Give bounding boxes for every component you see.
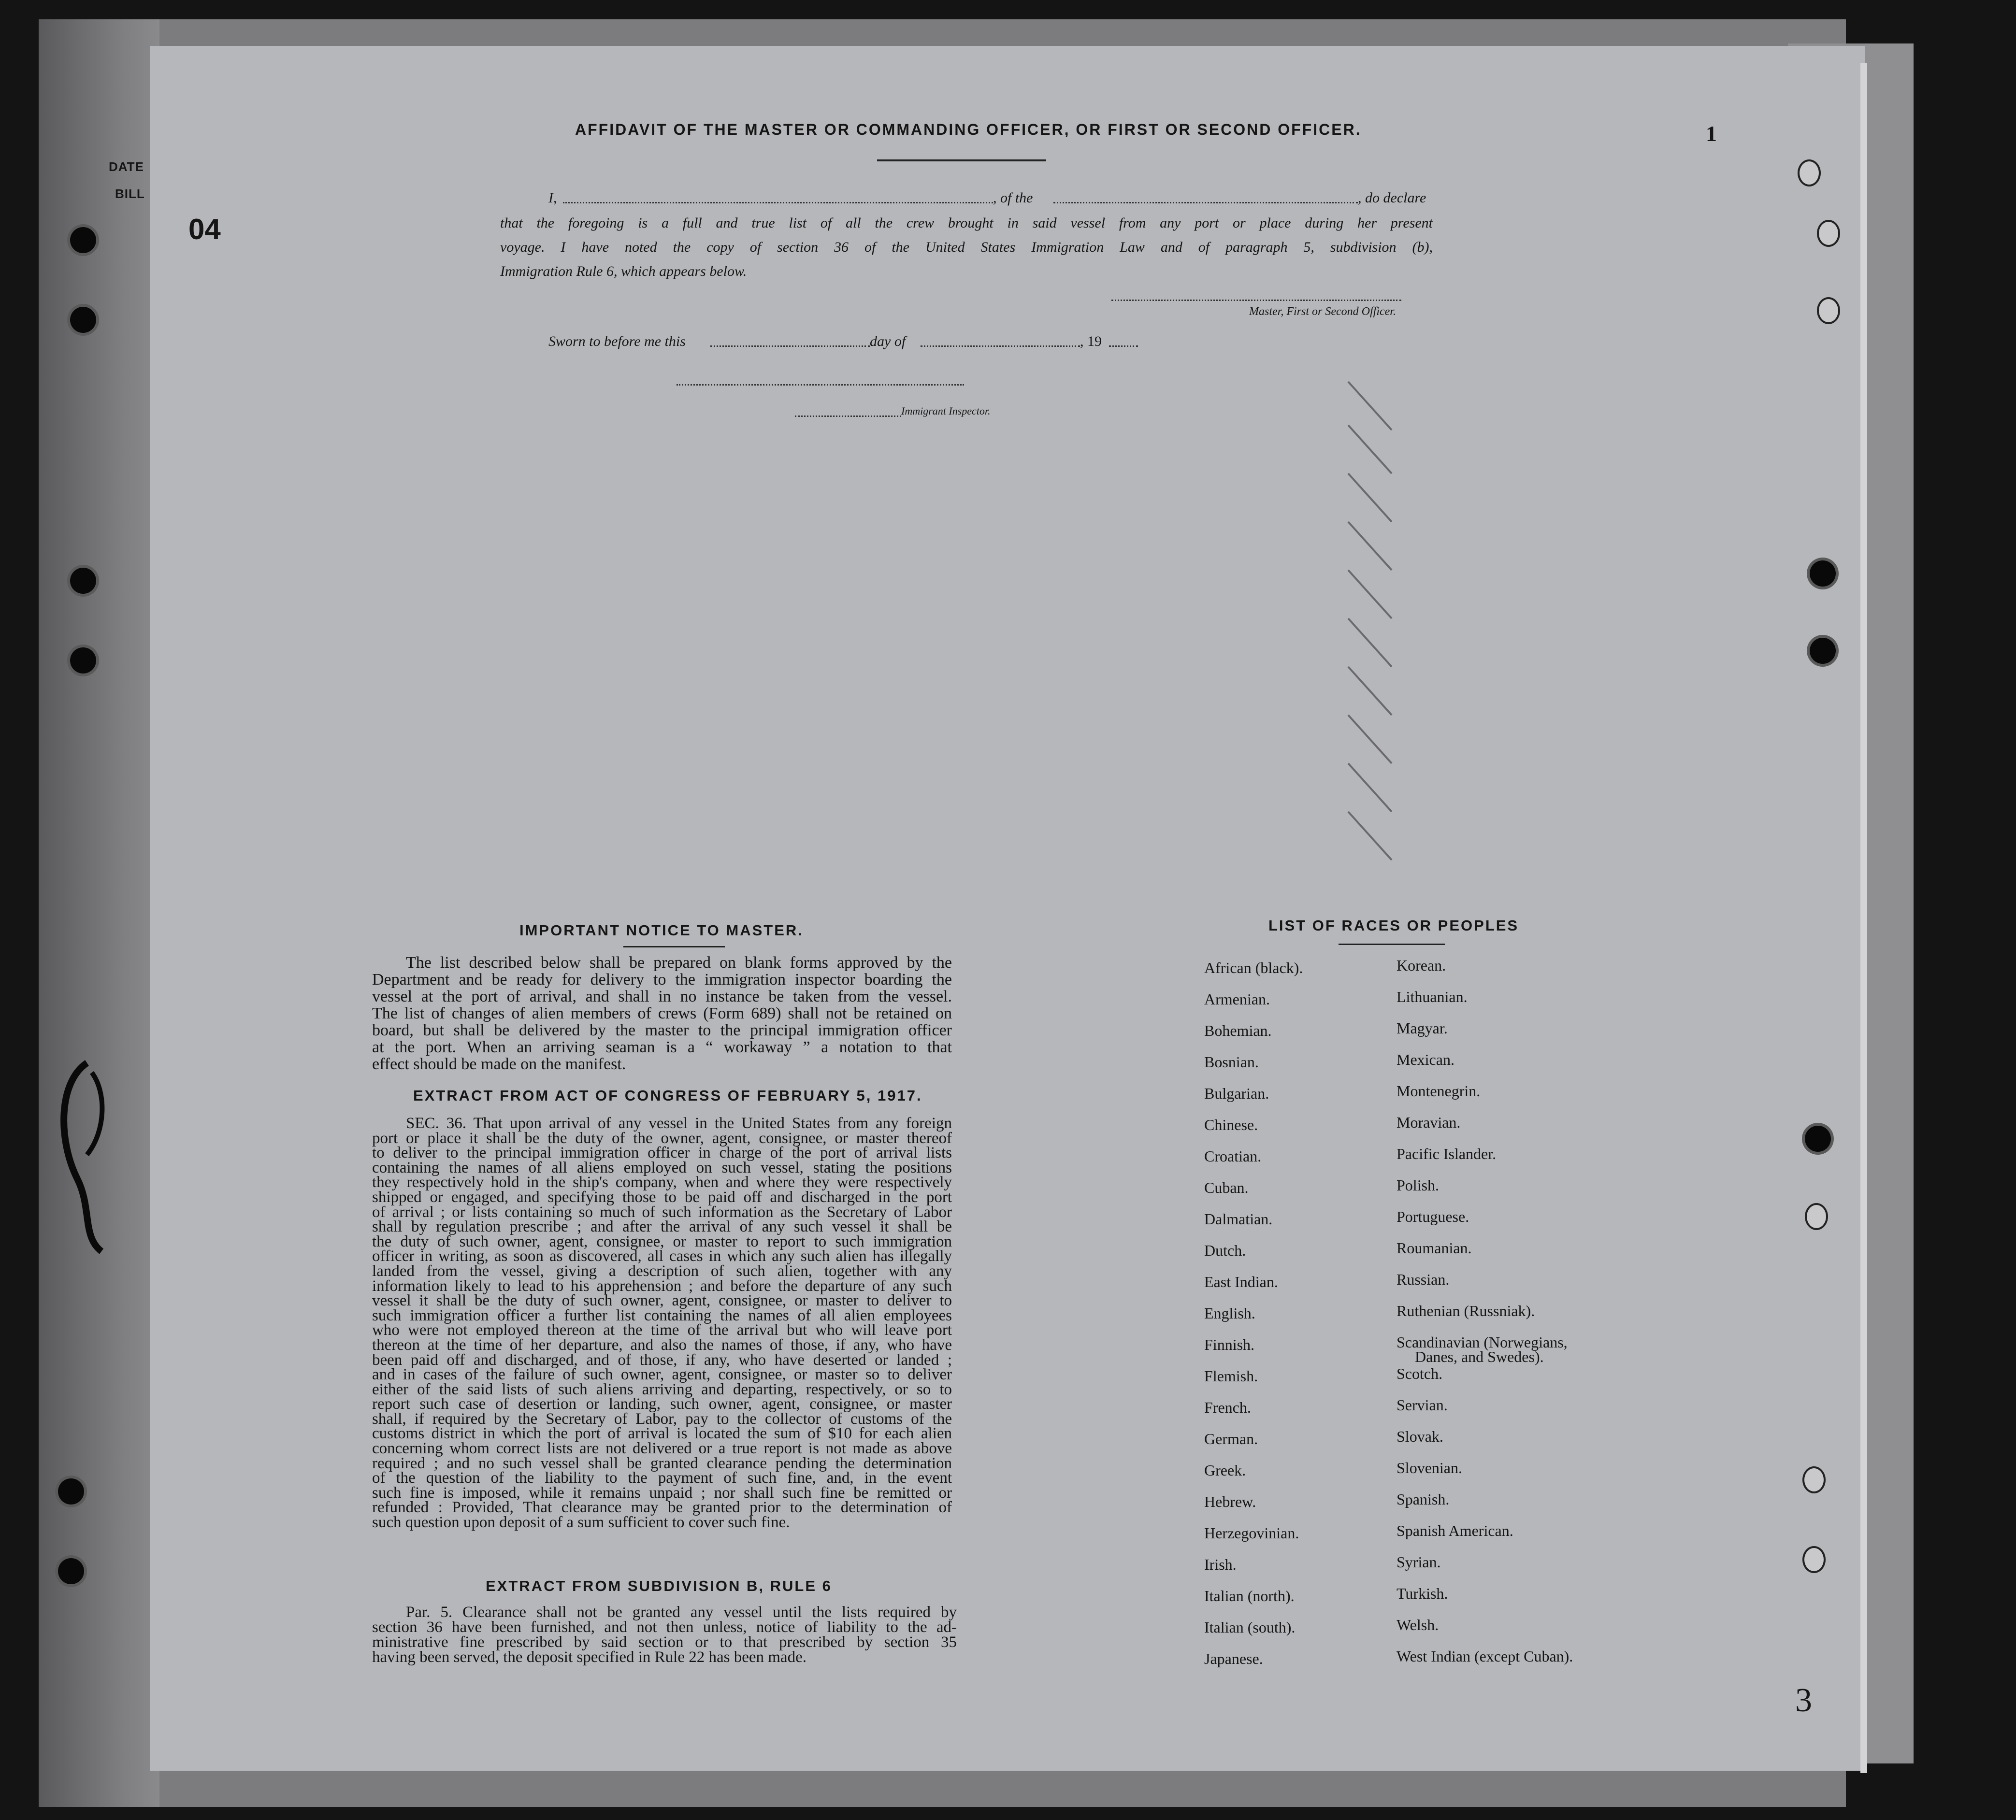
race-item: Syrian. — [1397, 1553, 1441, 1571]
notice-line: effect should be made on the manifest. — [372, 1055, 626, 1073]
race-item: Cuban. — [1204, 1179, 1249, 1196]
signature-blank — [1111, 300, 1401, 301]
sworn-day-label: day of — [870, 333, 906, 349]
rule-line: section 36 have been furnished, and not then unless, notice of liability to the ad- — [372, 1619, 957, 1636]
race-item: Irish. — [1204, 1556, 1237, 1573]
handwritten-corner-mark: 3 — [1795, 1682, 1812, 1719]
race-item: East Indian. — [1204, 1273, 1278, 1290]
act-line: such immigration officer a further list containing the names of all alien employees — [372, 1306, 952, 1324]
notice-body — [372, 954, 952, 1073]
act-line: SEC. 36. That upon arrival of any vessel in the United States from any foreign — [406, 1115, 952, 1132]
rule-line: having been served, the deposit specified in Rule 22 has been made. — [372, 1648, 806, 1666]
race-item: Italian (south). — [1204, 1619, 1296, 1636]
extract-rule-title: EXTRACT FROM SUBDIVISION B, RULE 6 — [486, 1577, 832, 1594]
races-title: LIST OF RACES OR PEOPLES — [1268, 917, 1519, 934]
signature-caption: Master, First or Second Officer. — [1249, 305, 1396, 318]
title-rule — [877, 159, 1046, 161]
act-line: the duty of such owner, agent, consignee, or master to report to such immigration — [372, 1232, 952, 1250]
punch-hole-icon — [1805, 1126, 1831, 1152]
act-line: containing the names of all aliens employed on such vessel, stating the positions — [372, 1159, 952, 1176]
notice-rule — [623, 946, 725, 947]
handwritten-mark: 04 — [188, 213, 221, 245]
extract-act-body — [372, 1116, 952, 1530]
rule-line: ministrative fine prescribed by said section or to that prescribed by section 35 — [372, 1634, 957, 1651]
race-item: Scotch. — [1397, 1365, 1443, 1382]
race-item: Bohemian. — [1204, 1022, 1272, 1039]
bill-label: BILL — [115, 186, 145, 201]
extract-act-title: EXTRACT FROM ACT OF CONGRESS OF FEBRUARY 5, 1917. — [413, 1087, 922, 1104]
race-item: German. — [1204, 1430, 1258, 1447]
race-item: Chinese. — [1204, 1116, 1258, 1133]
race-item: Turkish. — [1397, 1585, 1448, 1602]
race-item: Bulgarian. — [1204, 1085, 1269, 1102]
act-line: refunded : Provided, That clearance may be granted prior to the determination of — [372, 1499, 952, 1517]
race-item: Polish. — [1397, 1176, 1440, 1194]
punch-hole-icon — [70, 227, 96, 253]
sworn-year-label: , 19 — [1080, 333, 1102, 349]
act-line: to deliver to the principal immigration officer in charge of the port of arrival lists — [372, 1144, 952, 1162]
race-item: Welsh. — [1397, 1616, 1439, 1634]
punch-hole-icon — [1802, 1546, 1826, 1573]
races-rule — [1339, 944, 1445, 945]
rule-line: Par. 5. Clearance shall not be granted any vessel until the lists required by — [406, 1604, 957, 1621]
race-item: Servian. — [1397, 1396, 1448, 1414]
act-line: shall by regulation prescribe ; and after the arrival of any such vessel it shall be — [372, 1218, 952, 1236]
act-line: such fine is imposed, while it remains unpaid ; nor shall such fine be remitted or — [372, 1484, 952, 1502]
race-item: Greek. — [1204, 1462, 1246, 1479]
punch-hole-icon — [1802, 1466, 1826, 1493]
punch-hole-icon — [1810, 560, 1836, 587]
notice-line: board, but shall be delivered by the master to the principal immigration officer — [372, 1021, 952, 1039]
race-item: Hebrew. — [1204, 1493, 1256, 1510]
affidavit-line2: that the foregoing is a full and true list of all the crew brought in said vessel from any port or place during her present — [500, 215, 1433, 231]
race-item: Dutch. — [1204, 1242, 1246, 1259]
race-item: English. — [1204, 1304, 1255, 1322]
race-item: African (black). — [1204, 959, 1303, 976]
act-line: concerning whom correct lists are not delivered or a true report is not made as above — [372, 1440, 952, 1458]
punch-hole-icon — [1810, 638, 1836, 664]
race-item: Slovenian. — [1397, 1459, 1462, 1476]
race-item: Finnish. — [1204, 1336, 1255, 1353]
punch-hole-icon — [58, 1478, 84, 1505]
notice-line: Department and be ready for delivery to the immigration inspector boarding the — [372, 971, 952, 989]
race-item: Scandinavian (Norwegians, — [1397, 1333, 1568, 1351]
act-line: port or place it shall be the duty of the owner, agent, consignee, or master thereof — [372, 1129, 952, 1147]
race-item: Dalmatian. — [1204, 1210, 1273, 1228]
extract-rule-body — [372, 1605, 957, 1665]
sworn-prefix: Sworn to before me this — [548, 333, 686, 349]
notice-line: at the port. When an arriving seaman is a “ workaway ” a notation to that — [372, 1038, 952, 1056]
act-line: shall, if required by the Secretary of Labor, pay to the collector of customs of the — [372, 1410, 952, 1428]
act-line: shipped or engaged, and specifying those to be paid off and discharged in the port — [372, 1188, 952, 1206]
act-line: been paid off and discharged, and of those, if any, who have deserted or landed ; — [372, 1351, 952, 1369]
race-item: Moravian. — [1397, 1114, 1461, 1131]
race-item: Russian. — [1397, 1271, 1450, 1288]
notice-line: vessel at the port of arrival, and shall in no instance be taken from the vessel. — [372, 988, 952, 1005]
race-item: Ruthenian (Russniak). — [1397, 1302, 1535, 1319]
act-line: and in cases of the failure of such owner, agent, consignee, or master so to deliver — [372, 1366, 952, 1384]
act-line: such question upon deposit of a sum sufficient to cover such fine. — [372, 1514, 790, 1532]
race-item: Herzegovinian. — [1204, 1524, 1299, 1542]
act-line: landed from the vessel, giving a description of such alien, together with any — [372, 1262, 952, 1280]
bleed-through-ticks — [1343, 377, 1411, 884]
act-line: customs district in which the port of arrival is located the sum of $10 for each alien — [372, 1425, 952, 1443]
sworn-year-blank — [1109, 345, 1138, 347]
race-item: Croatian. — [1204, 1147, 1262, 1165]
page-number: 1 — [1706, 121, 1717, 146]
race-item: Bosnian. — [1204, 1053, 1259, 1071]
race-item: West Indian (except Cuban). — [1397, 1648, 1573, 1665]
race-item: French. — [1204, 1399, 1251, 1416]
act-line: information likely to lead to his apprehension ; and before the departure of any such — [372, 1277, 952, 1295]
act-line: of the question of the liability to the payment of such fine, and, in the event — [372, 1469, 952, 1487]
act-line: required ; and no such vessel shall be granted clearance pending the determination — [372, 1454, 952, 1472]
inspector-signature-blank — [677, 384, 964, 386]
race-item: Pacific Islander. — [1397, 1145, 1497, 1162]
race-item: Lithuanian. — [1397, 988, 1468, 1005]
binding-string-icon — [58, 1053, 116, 1256]
date-label: DATE — [109, 159, 144, 174]
page-edge — [1860, 63, 1867, 1773]
race-item: Montenegrin. — [1397, 1082, 1481, 1100]
race-item-continuation: Danes, and Swedes). — [1415, 1348, 1544, 1365]
race-item: Roumanian. — [1397, 1239, 1472, 1257]
name-blank — [563, 202, 993, 203]
punch-hole-icon — [70, 568, 96, 594]
act-line: who were not employed thereon at the time of the arrival but who will leave port — [372, 1321, 952, 1339]
race-item: Korean. — [1397, 957, 1446, 974]
act-line: either of the said lists of such aliens arriving and departing, respectively, or so to — [372, 1380, 952, 1398]
affidavit-line1-i: I, — [548, 190, 557, 206]
punch-hole-icon — [1817, 220, 1840, 247]
notice-title: IMPORTANT NOTICE TO MASTER. — [519, 922, 804, 939]
act-line: report such case of desertion or landing, such owner, agent, consignee, or master — [372, 1395, 952, 1413]
affidavit-line4: Immigration Rule 6, which appears below. — [500, 263, 747, 279]
punch-hole-icon — [1798, 159, 1821, 186]
notice-line: The list of changes of alien members of crews (Form 689) shall not be retained on — [372, 1004, 952, 1022]
punch-hole-icon — [58, 1558, 84, 1584]
affidavit-title: AFFIDAVIT OF THE MASTER OR COMMANDING OFFICER, OR FIRST OR SECOND OFFICER. — [575, 121, 1362, 138]
inspector-caption: Immigrant Inspector. — [901, 405, 991, 417]
race-item: Portuguese. — [1397, 1208, 1469, 1225]
inspector-dots — [795, 416, 901, 417]
race-item: Slovak. — [1397, 1428, 1443, 1445]
notice-line: The list described below shall be prepared on blank forms approved by the — [406, 954, 952, 972]
punch-hole-icon — [70, 307, 96, 333]
race-item: Armenian. — [1204, 990, 1270, 1008]
race-item: Spanish American. — [1397, 1522, 1513, 1539]
affidavit-line1-declare: , do declare — [1358, 190, 1426, 206]
punch-hole-icon — [70, 647, 96, 674]
affidavit-line1-of: , of the — [993, 190, 1033, 206]
race-item: Japanese. — [1204, 1650, 1263, 1667]
race-item: Italian (north). — [1204, 1587, 1295, 1605]
act-line: thereon at the time of her departure, and also the names of those, if any, who have — [372, 1336, 952, 1354]
binding-shadow — [39, 19, 159, 1807]
sworn-month-blank — [921, 345, 1080, 347]
race-item: Flemish. — [1204, 1367, 1258, 1385]
act-line: vessel it shall be the duty of such owner, agent, consignee, or master to deliver to — [372, 1292, 952, 1310]
race-item: Spanish. — [1397, 1490, 1450, 1508]
vessel-blank — [1053, 202, 1358, 203]
sworn-date-blank — [710, 345, 870, 347]
punch-hole-icon — [1805, 1203, 1828, 1230]
punch-hole-icon — [1817, 297, 1840, 324]
act-line: officer in writing, as soon as discovered, all cases in which any such alien has illegally — [372, 1247, 952, 1265]
act-line: they respectively hold in the ship's company, when and where they were respectively — [372, 1174, 952, 1191]
race-item: Mexican. — [1397, 1051, 1454, 1068]
race-item: Magyar. — [1397, 1019, 1448, 1037]
affidavit-line3: voyage. I have noted the copy of section 36 of the United States Immigration Law and of paragraph 5, subdivision (b), — [500, 239, 1433, 255]
act-line: of arrival ; or lists containing so much of such information as the Secretary of Labor — [372, 1203, 952, 1221]
